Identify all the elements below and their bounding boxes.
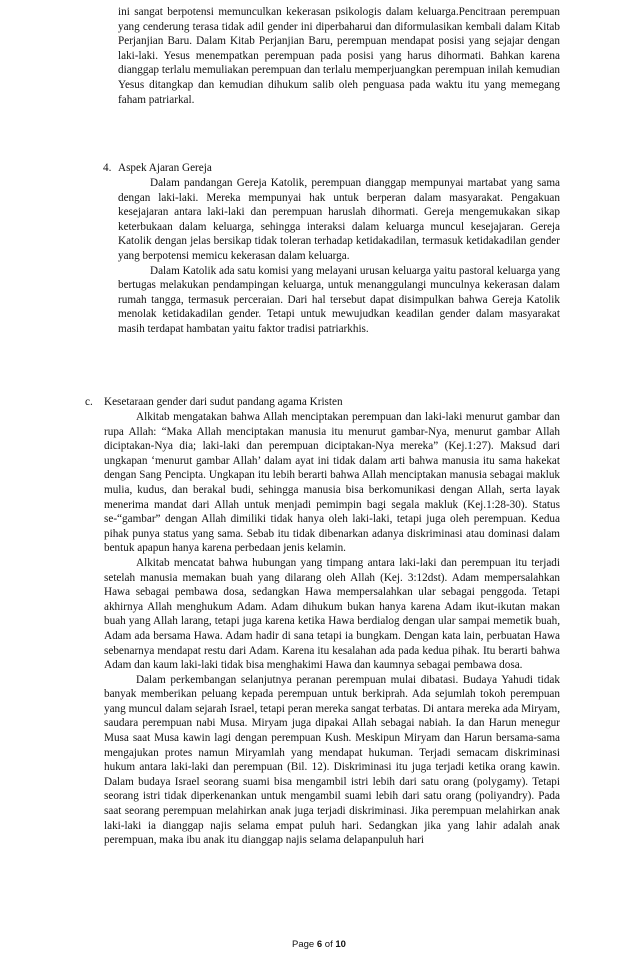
footer-page-label: Page bbox=[292, 939, 315, 950]
page-footer bbox=[0, 938, 638, 953]
footer-total-pages: 10 bbox=[335, 939, 346, 950]
list-item-number: 4. bbox=[103, 162, 112, 174]
section-body bbox=[104, 410, 560, 848]
list-item-body bbox=[118, 176, 560, 337]
section-heading: Kesetaraan gender dari sudut pandang agama Kristen bbox=[104, 396, 343, 408]
body-paragraph: Dalam perkembangan selanjutnya peranan perempuan mulai dibatasi. Budaya Yahudi tidak banyak memberikan peluang kepada perempuan untuk berkiprah. Ada sejumlah tokoh perempuan yang muncul dalam sejarah Israel, tetapi peran mereka sangat terbatas. Di antara mereka ada Miryam, saudara perempuan nabi Musa. Miryam juga dipakai Allah sebagai nabiah. Ia dan Harun menegur Musa saat Musa kawin lagi dengan perempuan Kush. Meskipun Miryam dan Harun bersama-sama mengajukan protes namun Miryamlah yang mendapat hukuman. Terjadi semacam diskriminasi hukum antara laki-laki dan perempuan (Bil. 12). Diskriminasi itu juga terjadi ketika orang kawin. Dalam budaya Israel seorang suami bisa mengambil istri lebih dari satu orang (polygamy). Tetapi seorang istri tidak diperkenankan untuk mengambil suami lebih dari satu orang (poliyandry). Pada saat seorang perempuan melahirkan anak juga terjadi diskriminasi. Jika perempuan melahirkan anak laki-laki ia dianggap najis selama empat puluh hari. Sedangkan jika yang lahir adalah anak perempuan, maka ibu anak itu dianggap najis selama delapanpuluh hari bbox=[104, 673, 560, 847]
body-paragraph: Dalam pandangan Gereja Katolik, perempuan dianggap mempunyai martabat yang sama dengan laki-laki. Mereka mempunyai hak untuk berperan dalam masyarakat. Pengakuan kesejajaran antara laki-laki dan perempuan haruslah dihormati. Gereja mengemukakan sikap keterbukaan dalam keluarga, sehingga interaksi dalam keluarga muncul kesejajaran. Gereja Katolik dengan jelas bersikap tidak toleran terhadap ketidakadilan, termasuk ketidakadilan gender yang berpotensi memicu kekerasan dalam keluarga. bbox=[118, 177, 560, 262]
footer-current-page: 6 bbox=[316, 939, 323, 950]
body-paragraph: ini sangat berpotensi memunculkan kekerasan psikologis dalam keluarga.Pencitraan perempuan yang cenderung terasa tidak adil gender ini diperbaharui dan diformulasikan kembali dalam Kitab Perjanjian Baru. Dalam Kitab Perjanjian Baru, perempuan mendapat posisi yang sejajar dengan laki-laki. Yesus menempatkan perempuan pada posisi yang harus dihormati. Bahkan karena dianggap terlalu memuliakan perempuan dan terlalu memperjuangkan perempuan inilah kemudian Yesus ditangkap dan kemudian dihukum salib oleh penguasa pada waktu itu yang memegang faham patriarkal. bbox=[118, 6, 560, 106]
body-paragraph: Dalam Katolik ada satu komisi yang melayani urusan keluarga yaitu pastoral keluarga yang bertugas melakukan pendampingan keluarga, untuk menanggulangi munculnya kekerasan dalam rumah tangga, termasuk perceraian. Dari hal tersebut dapat disimpulkan bahwa Gereja Katolik menolak ketidakadilan gender. Tetapi untuk mewujudkan keadilan gender dalam masyarakat masih terdapat hambatan yaitu faktor tradisi patriarkhis. bbox=[118, 264, 560, 335]
body-paragraph: Alkitab mengatakan bahwa Allah menciptakan perempuan dan laki-laki menurut gambar dan rupa Allah: “Maka Allah menciptakan manusia itu menurut gambar-Nya, menurut gambar Allah diciptakan-Nya dia; laki-laki dan perempuan diciptakan-Nya mereka” (Kej.1:27). Maksud dari ungkapan ‘menurut gambar Allah’ dalam ayat ini tidak dalam arti bahwa manusia itu sama hakekat dengan Sang Pencipta. Ungkapan itu lebih berarti bahwa Allah menciptakan manusia sebagai makluk mulia, kudus, dan berakal budi, sehingga manusia bisa berkomunikasi dengan Allah, serta layak menerima mandat dari Allah untuk menjadi pemimpin bagi segala makluk (Kej.1:28-30). Status se-“gambar” dengan Allah dimiliki tidak hanya oleh laki-laki, tetapi juga oleh perempuan. Kedua pihak punya status yang sama. Sebab itu tidak dibenarkan adanya diskriminasi atau dominasi dalam bentuk apapun hanya karena perbedaan jenis kelamin. bbox=[104, 411, 560, 555]
body-paragraph: Alkitab mencatat bahwa hubungan yang timpang antara laki-laki dan perempuan itu terjadi setelah manusia memakan buah yang dilarang oleh Allah (Kej. 3:12dst). Adam mempersalahkan Hawa sebagai pembawa dosa, sedangkan Hawa mempersalahkan ular sebagai penggoda. Tetapi akhirnya Allah menghukum Adam. Adam dihukum bukan hanya karena Adam ikut-ikutan makan buah yang Allah larang, tetapi juga karena ketika Hawa berdialog dengan ular sampai memetik buah, Adam ada bersama Hawa. Adam hadir di sana tetapi ia bungkam. Dengan kata lain, perbuatan Hawa sebenarnya mendapat restu dari Adam. Karena itu kesalahan ada pada kedua pihak. Itu berarti bahwa Adam dan kaum laki-laki tidak bisa menghakimi Hawa dan kaumnya sebagai pembawa dosa. bbox=[104, 556, 560, 672]
section-letter: c. bbox=[85, 396, 93, 408]
list-item-heading: Aspek Ajaran Gereja bbox=[118, 162, 212, 174]
continuation-paragraph bbox=[118, 5, 560, 107]
footer-of-label: of bbox=[324, 939, 333, 950]
